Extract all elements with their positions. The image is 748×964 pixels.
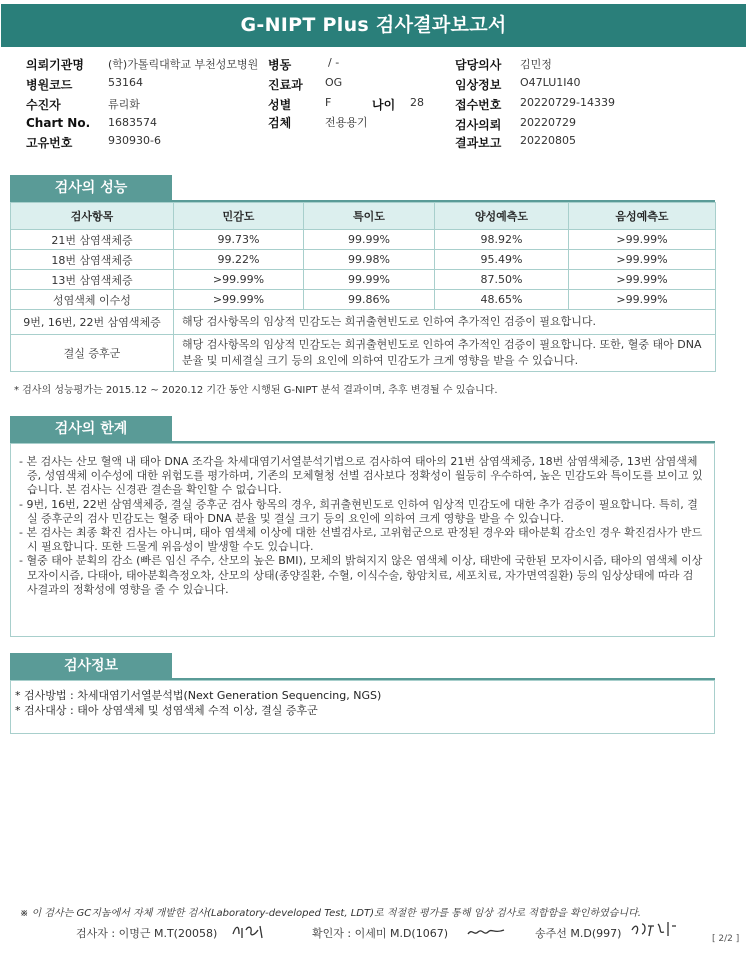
limitation-item: - 9번, 16번, 22번 삼염색체증, 결실 증후군 검사 항목의 경우, 희귀출현빈도로 인하여 임상적 민감도에 대한 추가 검증이 필요합니다. 특히, 결실 증후군의 검사 민감도는 혈중 태아 DNA 분율 및 결실 크기 등의 요인에 의하여 크게 영향을 받을 수 있습니다.	[19, 497, 698, 525]
sex-label: 성별	[268, 98, 292, 112]
specimen-value: 전용용기	[325, 116, 368, 129]
ward-label: 병동	[268, 58, 292, 72]
table-cell: 성염색체 이수성	[11, 290, 174, 310]
table-row	[11, 335, 716, 372]
doctor-value: 김민정	[520, 58, 552, 71]
table-cell: >99.99%	[174, 290, 304, 310]
table-cell: 99.86%	[304, 290, 435, 310]
table-cell: 99.98%	[304, 250, 435, 270]
doctor-label: 담당의사	[455, 58, 502, 72]
table-row	[11, 310, 716, 335]
table-row	[11, 230, 716, 250]
table-cell: 87.50%	[435, 270, 569, 290]
request-value: 20220729	[520, 116, 576, 129]
receipt-value: 20220729-14339	[520, 96, 615, 109]
ward-value: / -	[328, 56, 340, 69]
table-cell: 13번 삼염색체증	[11, 270, 174, 290]
patient-label: 수진자	[26, 98, 61, 112]
limitation-item: - 본 검사는 최종 확진 검사는 아니며, 태아 염색체 이상에 대한 선별검사로, 고위험군으로 판정된 경우와 태아분획 감소인 경우 확진검사가 반드시 필요합니다. 또한 드물게 위음성이 발생할 수도 있습니다.	[19, 526, 703, 554]
performance-footnote: * 검사의 성능평가는 2015.12 ~ 2020.12 기간 동안 시행된 G-NIPT 분석 결과이며, 추후 변경될 수 있습니다.	[14, 385, 498, 396]
signer-name: 송주선 M.D(997)	[535, 927, 622, 940]
clinical-label: 임상정보	[455, 78, 502, 92]
table-cell: 99.22%	[174, 250, 304, 270]
table-header-row	[11, 203, 716, 230]
table-row	[11, 290, 716, 310]
table-cell: 9번, 16번, 22번 삼염색체증	[11, 310, 174, 335]
institution-label: 의뢰기관명	[26, 58, 84, 72]
table-row	[11, 270, 716, 290]
table-cell: 21번 삼염색체증	[11, 230, 174, 250]
table-cell: >99.99%	[569, 230, 716, 250]
report-title: G-NIPT Plus 검사결과보고서	[1, 4, 746, 47]
department-label: 진료과	[268, 78, 303, 92]
department-value: OG	[325, 76, 343, 89]
age-label: 나이	[372, 98, 396, 112]
id-label: 고유번호	[26, 136, 73, 150]
confirmer-signature	[466, 920, 506, 942]
limitations-box	[10, 443, 715, 637]
limitation-item: - 혈중 태아 분획의 감소 (빠른 임신 주수, 산모의 높은 BMI), 모체의 밝혀지지 않은 염색체 이상, 태반에 국한된 모자이시즘, 태아의 염색체 이상 모자이시즘, 다태아, 태아분획측정오차, 산모의 상태(종양질환, 수혈, 이식수술, 항암치료, 세포치료, 자가면역질환) 등의 임상상태에 따라 검사결과의 정확성에 영향을 줄 수 있습니다.	[19, 554, 703, 596]
table-cell: 98.92%	[435, 230, 569, 250]
report-date-value: 20220805	[520, 134, 576, 147]
test-info-box	[10, 680, 715, 734]
column-header: 양성예측도	[435, 203, 569, 230]
table-cell: >99.99%	[569, 270, 716, 290]
performance-table	[10, 202, 716, 372]
table-cell: 결실 증후군	[11, 335, 174, 372]
performance-heading: 검사의 성능	[10, 175, 172, 201]
chart-label: Chart No.	[26, 116, 91, 130]
column-header: 민감도	[174, 203, 304, 230]
receipt-label: 접수번호	[455, 98, 502, 112]
sex-value: F	[325, 96, 332, 109]
table-cell: >99.99%	[569, 250, 716, 270]
table-row	[11, 250, 716, 270]
column-header: 특이도	[304, 203, 435, 230]
page-number: [ 2/2 ]	[712, 934, 740, 944]
certification-note: ※ 이 검사는 GC지놈에서 자체 개발한 검사(Laboratory-developed Test, LDT)로 적절한 평가를 통해 임상 검사로 적합함을 확인하였습니다.	[20, 908, 641, 919]
table-cell: >99.99%	[174, 270, 304, 290]
clinical-value: O47LU1I40	[520, 76, 581, 89]
test-method: * 검사방법 : 차세대염기서열분석법(Next Generation Sequencing, NGS)	[15, 689, 382, 702]
limitations-heading: 검사의 한계	[10, 416, 172, 442]
chart-value: 1683574	[108, 116, 157, 129]
table-cell: 99.99%	[304, 230, 435, 250]
table-cell: 99.73%	[174, 230, 304, 250]
hospital-code-label: 병원코드	[26, 78, 73, 92]
request-label: 검사의뢰	[455, 118, 502, 132]
table-note-cell: 해당 검사항목의 임상적 민감도는 희귀출현빈도로 인하여 추가적인 검증이 필요합니다.	[174, 310, 716, 335]
specimen-label: 검체	[268, 116, 292, 130]
id-value: 930930-6	[108, 134, 161, 147]
table-cell: 18번 삼염색체증	[11, 250, 174, 270]
column-header: 음성예측도	[569, 203, 716, 230]
table-cell: 48.65%	[435, 290, 569, 310]
table-cell: 99.99%	[304, 270, 435, 290]
institution-value: (학)가톨릭대학교 부천성모병원	[108, 58, 259, 71]
column-header: 검사항목	[11, 203, 174, 230]
confirmer-name: 확인자 : 이세미 M.D(1067)	[312, 927, 448, 940]
tester-signature	[230, 920, 266, 942]
test-target: * 검사대상 : 태아 상염색체 및 성염색체 수적 이상, 결실 증후군	[15, 703, 318, 717]
tester-name: 검사자 : 이명근 M.T(20058)	[76, 927, 218, 940]
table-cell: 95.49%	[435, 250, 569, 270]
age-value: 28	[410, 96, 424, 109]
table-note-cell: 해당 검사항목의 임상적 민감도는 희귀출현빈도로 인하여 추가적인 검증이 필요합니다. 또한, 혈중 태아 DNA 분율 및 미세결실 크기 등의 요인에 의하여 민감도가 크게 영향을 받을 수 있습니다.	[174, 335, 716, 372]
patient-info	[0, 52, 748, 152]
signer-signature	[628, 918, 678, 942]
test-info-heading: 검사정보	[10, 653, 172, 679]
patient-value: 류리화	[108, 98, 140, 111]
hospital-code-value: 53164	[108, 76, 143, 89]
limitation-item: - 본 검사는 산모 혈액 내 태아 DNA 조각을 차세대염기서열분석기법으로 검사하여 태아의 21번 삼염색체증, 18번 삼염색체증, 13번 삼염색체증, 성염색체 이수성에 대한 위험도를 평가하며, 기존의 모체혈청 선별 검사보다 정확성이 월등히 우수하여, 높은 민감도와 특이도를 보이고 있습니다. 본 검사는 신경관 결손을 확인할 수 없습니다.	[19, 455, 703, 497]
report-date-label: 결과보고	[455, 136, 502, 150]
table-cell: >99.99%	[569, 290, 716, 310]
